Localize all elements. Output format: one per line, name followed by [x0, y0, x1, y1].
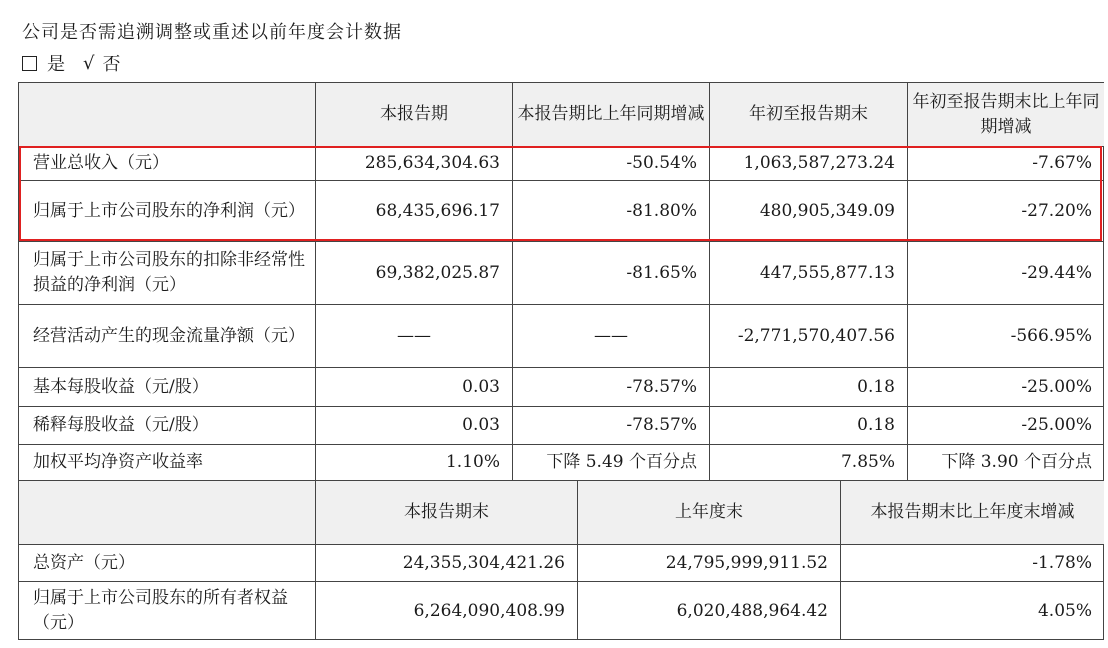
column-header-text: 上年度末 [675, 502, 743, 522]
row-label-text: 营业总收入（元） [33, 153, 169, 173]
financial-data-table [18, 82, 1104, 640]
data-cell [315, 146, 512, 180]
data-cell-text: 285,634,304.63 [364, 153, 500, 173]
checkmark-icon: √ [83, 52, 95, 74]
row-label-text: 总资产（元） [33, 552, 135, 573]
row-label [18, 581, 315, 640]
data-cell [512, 304, 709, 367]
row-label-text: 稀释每股收益（元/股） [33, 415, 209, 435]
data-cell-text: 0.18 [857, 376, 895, 397]
data-cell-text: -29.44% [1021, 262, 1092, 283]
column-header [709, 82, 907, 146]
data-cell-text: —— [594, 325, 628, 346]
data-cell-text: 0.18 [857, 415, 895, 435]
data-cell-text: 0.03 [462, 376, 500, 397]
data-cell [315, 241, 512, 304]
data-cell-text: -7.67% [1032, 153, 1092, 173]
data-cell [315, 544, 577, 581]
data-cell [709, 406, 907, 444]
data-cell [315, 444, 512, 480]
data-cell [315, 406, 512, 444]
data-cell-text: -81.80% [626, 200, 697, 221]
data-cell [709, 367, 907, 406]
column-header [840, 480, 1104, 544]
data-cell [512, 444, 709, 480]
data-cell-text: -78.57% [626, 376, 697, 397]
data-cell-text: 0.03 [462, 415, 500, 435]
data-cell [577, 581, 840, 640]
column-header-text: 本报告期比上年同期增减 [517, 104, 705, 124]
option-no-label: 否 [102, 54, 121, 75]
data-cell [907, 444, 1104, 480]
data-cell [709, 304, 907, 367]
data-cell-text: 7.85% [840, 452, 895, 472]
data-cell [315, 581, 577, 640]
data-cell-text: -566.95% [1010, 325, 1092, 346]
data-cell [512, 146, 709, 180]
data-cell [709, 146, 907, 180]
data-cell [512, 180, 709, 241]
data-cell-text: 480,905,349.09 [759, 200, 895, 221]
column-header [512, 82, 709, 146]
data-cell [907, 241, 1104, 304]
data-cell-text: 1.10% [445, 452, 500, 472]
data-cell-text: -27.20% [1021, 200, 1092, 221]
column-header-text: 本报告期末 [404, 502, 489, 522]
row-label [18, 444, 315, 480]
data-cell-text: 下降 3.90 个百分点 [941, 452, 1092, 472]
data-cell-text: -1.78% [1032, 552, 1092, 573]
data-cell-text: 6,020,488,964.42 [676, 600, 828, 621]
header-blank [18, 480, 315, 544]
column-header [907, 82, 1104, 146]
data-cell-text: —— [397, 325, 431, 346]
data-cell-text: 4.05% [1037, 600, 1092, 621]
data-cell [907, 406, 1104, 444]
data-cell-text: -2,771,570,407.56 [737, 325, 895, 346]
data-cell [709, 180, 907, 241]
row-label-text: 归属于上市公司股东的所有者权益（元） [33, 588, 288, 633]
data-cell [315, 180, 512, 241]
data-cell-text: -25.00% [1021, 376, 1092, 397]
unchecked-box-icon [22, 56, 37, 71]
data-cell [840, 544, 1104, 581]
row-label-text: 经营活动产生的现金流量净额（元） [33, 325, 305, 346]
column-header [315, 82, 512, 146]
data-cell-text: 24,355,304,421.26 [402, 552, 565, 573]
data-cell [315, 304, 512, 367]
row-label [18, 241, 315, 304]
column-header-text: 本报告期末比上年度末增减 [870, 502, 1075, 522]
row-label [18, 304, 315, 367]
data-cell [512, 406, 709, 444]
column-header [315, 480, 577, 544]
data-cell-text: -78.57% [626, 415, 697, 435]
header-blank [18, 82, 315, 146]
row-label [18, 146, 315, 180]
data-cell-text: 447,555,877.13 [759, 262, 895, 283]
data-cell-text: 下降 5.49 个百分点 [546, 452, 697, 472]
section-intro: 公司是否需追溯调整或重述以前年度会计数据 [22, 22, 402, 43]
data-cell-text: 6,264,090,408.99 [413, 600, 565, 621]
data-cell-text: -25.00% [1021, 415, 1092, 435]
column-header-text: 本报告期 [380, 104, 448, 124]
data-cell [709, 241, 907, 304]
column-header-text: 年初至报告期末比上年同期增减 [912, 91, 1100, 137]
row-label [18, 406, 315, 444]
data-cell-text: 1,063,587,273.24 [743, 153, 895, 173]
row-label [18, 180, 315, 241]
data-cell [907, 180, 1104, 241]
data-cell-text: 24,795,999,911.52 [665, 552, 828, 573]
data-cell-text: 68,435,696.17 [375, 200, 500, 221]
data-cell-text: 69,382,025.87 [375, 262, 500, 283]
data-cell-text: -50.54% [626, 153, 697, 173]
option-yes-label: 是 [47, 54, 65, 75]
data-cell [577, 544, 840, 581]
data-cell [840, 581, 1104, 640]
data-cell [315, 367, 512, 406]
row-label [18, 367, 315, 406]
data-cell [907, 146, 1104, 180]
data-cell [512, 241, 709, 304]
column-header [577, 480, 840, 544]
row-label-text: 归属于上市公司股东的净利润（元） [33, 200, 305, 221]
data-cell [907, 367, 1104, 406]
row-label-text: 归属于上市公司股东的扣除非经常性损益的净利润（元） [33, 250, 305, 295]
row-label-text: 基本每股收益（元/股） [33, 376, 209, 397]
row-label-text: 加权平均净资产收益率 [33, 452, 203, 472]
data-cell [907, 304, 1104, 367]
data-cell [709, 444, 907, 480]
row-label [18, 544, 315, 581]
restatement-options [22, 50, 120, 76]
data-cell-text: -81.65% [626, 262, 697, 283]
data-cell [512, 367, 709, 406]
column-header-text: 年初至报告期末 [749, 104, 868, 124]
